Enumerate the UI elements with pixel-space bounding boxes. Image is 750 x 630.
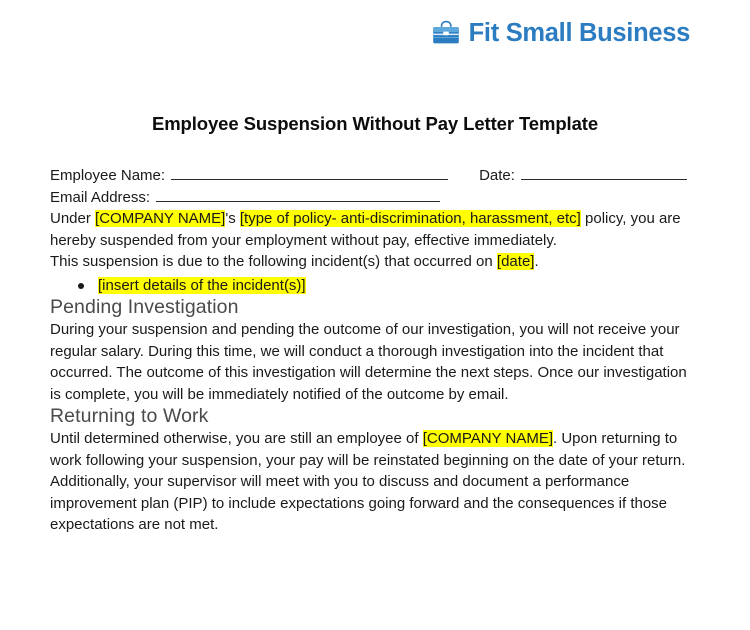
briefcase-icon (431, 20, 461, 48)
field-row-name-date (50, 166, 700, 186)
section-heading-pending-investigation: Pending Investigation (50, 296, 239, 318)
section-2-text-1: Until determined otherwise, you are still an employee of (50, 430, 423, 447)
page-title: Employee Suspension Without Pay Letter Template (151, 113, 599, 134)
paragraph-1-text-2: 's (225, 210, 240, 227)
section-heading-returning-to-work: Returning to Work (50, 405, 209, 427)
brand-name: Fit Small Business (468, 19, 690, 48)
paragraph-suspension-notice (50, 208, 700, 251)
paragraph-1-text-1: Under (50, 210, 96, 227)
placeholder-incident-details[interactable]: [insert details of the incident(s)] (98, 276, 306, 294)
bullet-dot-icon (78, 283, 84, 289)
employee-name-input[interactable] (171, 166, 448, 180)
placeholder-date[interactable]: [date] (496, 253, 535, 270)
document-body (0, 113, 750, 536)
placeholder-policy-type[interactable]: [type of policy- anti-discrimination, harassment, etc] (239, 210, 581, 227)
email-address-label: Email Address: (50, 189, 151, 206)
paragraph-2-text-1: This suspension is due to the following incident(s) that occurred on (50, 253, 497, 270)
section-2-text-2: . Upon returning to work following your suspension, your pay will be reinstated beginning on the date of your return. Additionally, your supervisor will meet with you to discuss and document a performance improvement plan (PIP) to include expectations going forward and the consequences if those expectations are not met. (50, 430, 686, 533)
placeholder-company-name-1[interactable]: [COMPANY NAME] (95, 210, 226, 227)
brand-header (0, 0, 750, 68)
paragraph-incident-intro (50, 251, 700, 273)
paragraph-2-text-2: . (534, 253, 539, 270)
field-row-email (50, 188, 700, 208)
section-body-pending-investigation: During your suspension and pending the outcome of our investigation, you will not receive your regular salary. During this time, we will conduct a thorough investigation into the incident that occurred. The outcome of this investigation will determine the next steps. Once our investigation is complete, you will be immediately notified of the outcome by email. (50, 321, 687, 403)
paragraph-1-text-3: policy, you are hereby suspended from your employment without pay, effective immediately. (50, 210, 681, 249)
email-address-input[interactable] (156, 188, 440, 202)
date-input[interactable] (521, 166, 687, 180)
date-label: Date: (479, 167, 515, 184)
incident-details-list (50, 275, 700, 297)
section-body-returning-to-work (50, 428, 700, 536)
placeholder-company-name-2[interactable]: [COMPANY NAME] (422, 430, 553, 447)
brand-logo[interactable] (431, 20, 690, 48)
list-item (50, 275, 700, 297)
form-fields (50, 166, 700, 208)
employee-name-label: Employee Name: (50, 167, 166, 184)
